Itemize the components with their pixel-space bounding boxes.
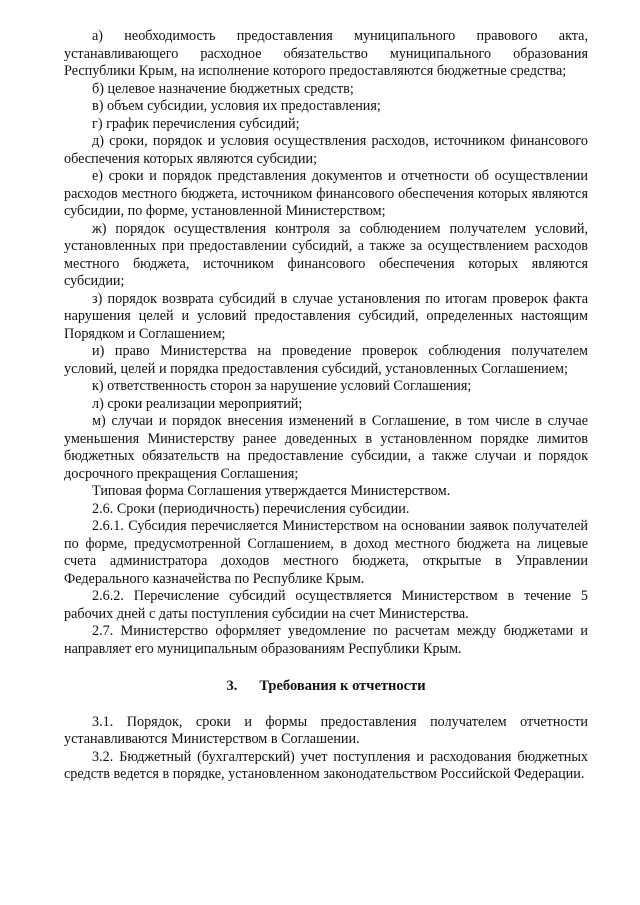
paragraph-i: и) право Министерства на проведение проверок соблюдения получателем условий, целей и порядка предоставления субсидий, установленных Соглашением; [64, 343, 588, 377]
section-title: Требования к отчетности [259, 678, 426, 694]
paragraph-3-1: 3.1. Порядок, сроки и формы предоставления получателем отчетности устанавливаются Министерством в Соглашении. [64, 713, 588, 747]
paragraph-d: д) сроки, порядок и условия осуществления расходов, источником финансового обеспечения которых являются субсидии; [64, 133, 588, 167]
paragraph-z: з) порядок возврата субсидий в случае установления по итогам проверок факта нарушения целей и условий предоставления субсидий, определенных настоящим Порядком и Соглашением; [64, 290, 588, 342]
paragraph-zh: ж) порядок осуществления контроля за соблюдением получателем условий, установленных при предоставлении субсидий, а также за осуществлением расходов местного бюджета, источником финансового обеспечения которых являются субсидии; [64, 220, 588, 289]
paragraph-2-6-1: 2.6.1. Субсидия перечисляется Министерством на основании заявок получателей по форме, предусмотренной Соглашением, в доход местного бюджета на лицевые счета администратора доходов местного бюджета, открытые в Управлении Федерального казначейства по Республике Крым. [64, 518, 588, 587]
paragraph-a: а) необходимость предоставления муниципального правового акта, устанавливающего расходное обязательство муниципального образования Республики Крым, на исполнение которого предоставляются бюджетные средства; [64, 28, 588, 79]
paragraph-g: г) график перечисления субсидий; [92, 115, 300, 132]
paragraph-k: к) ответственность сторон за нарушение условий Соглашения; [92, 378, 472, 394]
paragraph-2-7: 2.7. Министерство оформляет уведомление по расчетам между бюджетами и направляет его муниципальным образованиям Республики Крым. [64, 623, 588, 657]
section-heading [64, 678, 588, 696]
paragraph-3-2: 3.2. Бюджетный (бухгалтерский) учет поступления и расходования бюджетных средств ведется в порядке, установленном законодательством Российской Федерации. [64, 748, 588, 782]
paragraph-b: б) целевое назначение бюджетных средств; [92, 80, 354, 97]
paragraph-2-6: 2.6. Сроки (периодичность) перечисления субсидии. [92, 500, 410, 517]
paragraph-l: л) сроки реализации мероприятий; [92, 395, 303, 412]
paragraph-m: м) случаи и порядок внесения изменений в Соглашение, в том числе в случае уменьшения Министерству ранее доведенных в установленном порядке лимитов бюджетных обязательств на предоставление субсидии, а также случаи и порядок досрочного прекращения Соглашения; [64, 413, 588, 482]
paragraph-v: в) объем субсидии, условия их предоставления; [92, 98, 381, 114]
paragraph-e: е) сроки и порядок представления документов и отчетности об осуществлении расходов местного бюджета, источником финансового обеспечения которых являются субсидии, по форме, установленной Министерством; [64, 168, 588, 219]
paragraph-typical-form: Типовая форма Соглашения утверждается Министерством. [92, 483, 451, 499]
section-number: 3. [226, 678, 238, 694]
paragraph-2-6-2: 2.6.2. Перечисление субсидий осуществляется Министерством в течение 5 рабочих дней с даты поступления субсидии на счет Министерства. [64, 588, 588, 622]
